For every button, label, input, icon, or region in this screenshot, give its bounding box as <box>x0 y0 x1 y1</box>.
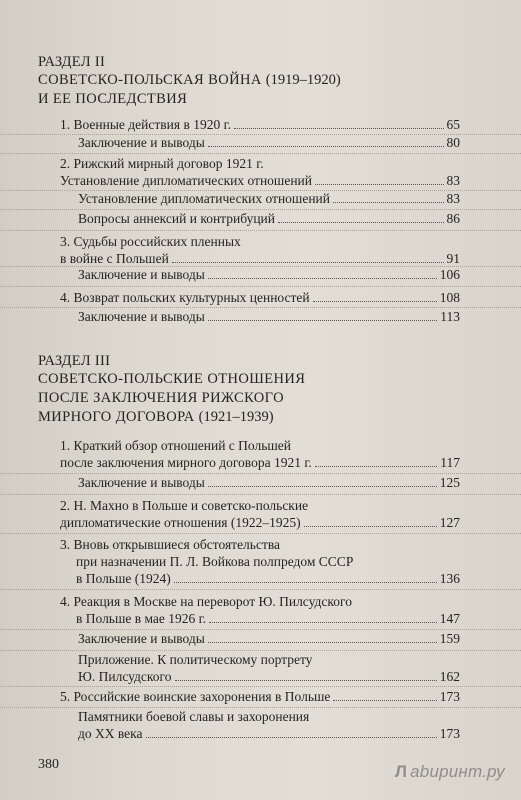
divider <box>0 494 521 496</box>
dot-leader <box>208 486 437 487</box>
toc-entry[interactable] <box>60 437 460 471</box>
section-3-label: РАЗДЕЛ III <box>38 353 111 369</box>
section-2-label: РАЗДЕЛ II <box>38 54 106 70</box>
toc-entry[interactable] <box>78 308 460 325</box>
toc-page-number: 125 <box>439 475 460 490</box>
divider <box>0 533 521 535</box>
toc-entry-text: Заключение и выводы <box>78 267 205 282</box>
dot-leader <box>208 642 437 643</box>
toc-entry[interactable] <box>78 708 460 742</box>
watermark-text: abuрuнт.ру <box>410 762 505 781</box>
toc-entry-text: Памятники боевой славы и захоронения <box>78 709 310 724</box>
toc-entry-text: Приложение. К политическому портрету <box>78 652 313 667</box>
section-2-title-line <box>38 71 341 90</box>
toc-page-number: 147 <box>439 611 460 626</box>
toc-entry[interactable] <box>78 210 460 227</box>
section-2-title-part: СОВЕТСКО-ПОЛЬСКАЯ ВОЙНА <box>38 72 262 88</box>
toc-entry[interactable] <box>60 497 460 531</box>
toc-entry[interactable] <box>78 630 460 647</box>
dot-leader <box>278 222 444 223</box>
toc-entry-text: в Польше в мае 1926 г. <box>76 611 207 626</box>
toc-entry[interactable] <box>60 155 460 189</box>
toc-page-number: 80 <box>446 135 460 150</box>
watermark <box>395 762 505 782</box>
toc-page-number: 173 <box>439 726 460 741</box>
toc-entry[interactable] <box>60 116 460 133</box>
toc-entry-text: в Польше (1924) <box>76 571 171 586</box>
toc-page-number: 83 <box>446 173 460 188</box>
toc-entry[interactable] <box>78 651 460 685</box>
dot-leader <box>174 582 437 583</box>
toc-entry-text: Установление дипломатических отношений <box>60 173 312 188</box>
dot-leader <box>304 526 437 527</box>
toc-entry-text: Заключение и выводы <box>78 475 205 490</box>
toc-entry-text: Заключение и выводы <box>78 309 205 324</box>
section-3-title-part: МИРНОГО ДОГОВОРА <box>38 409 195 425</box>
dot-leader <box>315 184 444 185</box>
dot-leader <box>146 737 437 738</box>
toc-entry-text: 3. Судьбы российских пленных <box>60 234 241 249</box>
toc-entry-text: Заключение и выводы <box>78 135 205 150</box>
section-3-title-line <box>38 408 305 427</box>
toc-entry-text: 1. Краткий обзор отношений с Польшей <box>60 438 292 453</box>
section-2-header <box>38 53 341 109</box>
toc-page-number: 136 <box>439 571 460 586</box>
toc-entry-text: 1. Военные действия в 1920 г. <box>60 117 231 132</box>
toc-page-number: 91 <box>446 251 460 266</box>
section-3-header <box>38 352 305 427</box>
toc-page-number: 173 <box>439 689 460 704</box>
toc-entry-text: Ю. Пилсудского <box>78 669 172 684</box>
dot-leader <box>209 622 437 623</box>
toc-entry[interactable] <box>60 536 460 587</box>
section-2-years: (1919–1920) <box>265 72 341 88</box>
dot-leader <box>175 680 437 681</box>
dot-leader <box>208 146 444 147</box>
toc-entry-text: 4. Возврат польских культурных ценностей <box>60 290 310 305</box>
divider <box>0 286 521 288</box>
dot-leader <box>333 202 444 203</box>
toc-entry[interactable] <box>78 474 460 491</box>
section-2-title-line: И ЕЕ ПОСЛЕДСТВИЯ <box>38 91 188 107</box>
toc-page-number: 65 <box>446 117 460 132</box>
dot-leader <box>208 278 437 279</box>
toc-page-number: 108 <box>439 290 460 305</box>
dot-leader <box>315 466 438 467</box>
toc-entry-text: до XX века <box>78 726 143 741</box>
toc-entry-text: Установление дипломатических отношений <box>78 191 330 206</box>
divider <box>0 589 521 591</box>
toc-entry-text: 5. Российские воинские захоронения в Польше <box>60 689 331 704</box>
dot-leader <box>208 320 437 321</box>
toc-page-number: 86 <box>446 211 460 226</box>
toc-entry-text: 2. Н. Махно в Польше и советско-польские <box>60 498 309 513</box>
toc-entry[interactable] <box>78 190 460 207</box>
divider <box>0 230 521 232</box>
dot-leader <box>172 262 444 263</box>
toc-page-number: 83 <box>446 191 460 206</box>
toc-page-number: 113 <box>440 309 460 324</box>
toc-entry[interactable] <box>78 266 460 283</box>
toc-page-number: 106 <box>439 267 460 282</box>
toc-entry-text: дипломатические отношения (1922–1925) <box>60 515 301 530</box>
toc-entry[interactable] <box>60 688 460 705</box>
page-number: 380 <box>38 757 59 772</box>
toc-entry-text: 2. Рижский мирный договор 1921 г. <box>60 156 264 171</box>
toc-page-number: 127 <box>439 515 460 530</box>
toc-entry[interactable] <box>60 289 460 306</box>
dot-leader <box>333 700 436 701</box>
section-3-title-line: СОВЕТСКО-ПОЛЬСКИЕ ОТНОШЕНИЯ <box>38 371 306 387</box>
watermark-logo-icon: Л <box>395 762 408 781</box>
section-3-title-line: ПОСЛЕ ЗАКЛЮЧЕНИЯ РИЖСКОГО <box>38 390 284 406</box>
dot-leader <box>234 128 444 129</box>
section-3-years: (1921–1939) <box>198 409 274 425</box>
toc-entry[interactable] <box>60 593 460 627</box>
toc-entry[interactable] <box>60 233 460 267</box>
toc-entry-text: 4. Реакция в Москве на переворот Ю. Пилсудского <box>60 594 352 609</box>
toc-entry-text: Заключение и выводы <box>78 631 205 646</box>
toc-entry-text: в войне с Польшей <box>60 251 169 266</box>
toc-entry[interactable] <box>78 134 460 151</box>
toc-entry-text: при назначении П. Л. Войкова полпредом СССР <box>76 554 354 569</box>
toc-entry-text: после заключения мирного договора 1921 г. <box>60 455 312 470</box>
toc-entry-text: Вопросы аннексий и контрибуций <box>78 211 275 226</box>
toc-entry-text: 3. Вновь открывшиеся обстоятельства <box>60 537 281 552</box>
toc-page-number: 159 <box>439 631 460 646</box>
toc-page-number: 162 <box>439 669 460 684</box>
toc-page-number: 117 <box>440 455 460 470</box>
dot-leader <box>313 301 437 302</box>
